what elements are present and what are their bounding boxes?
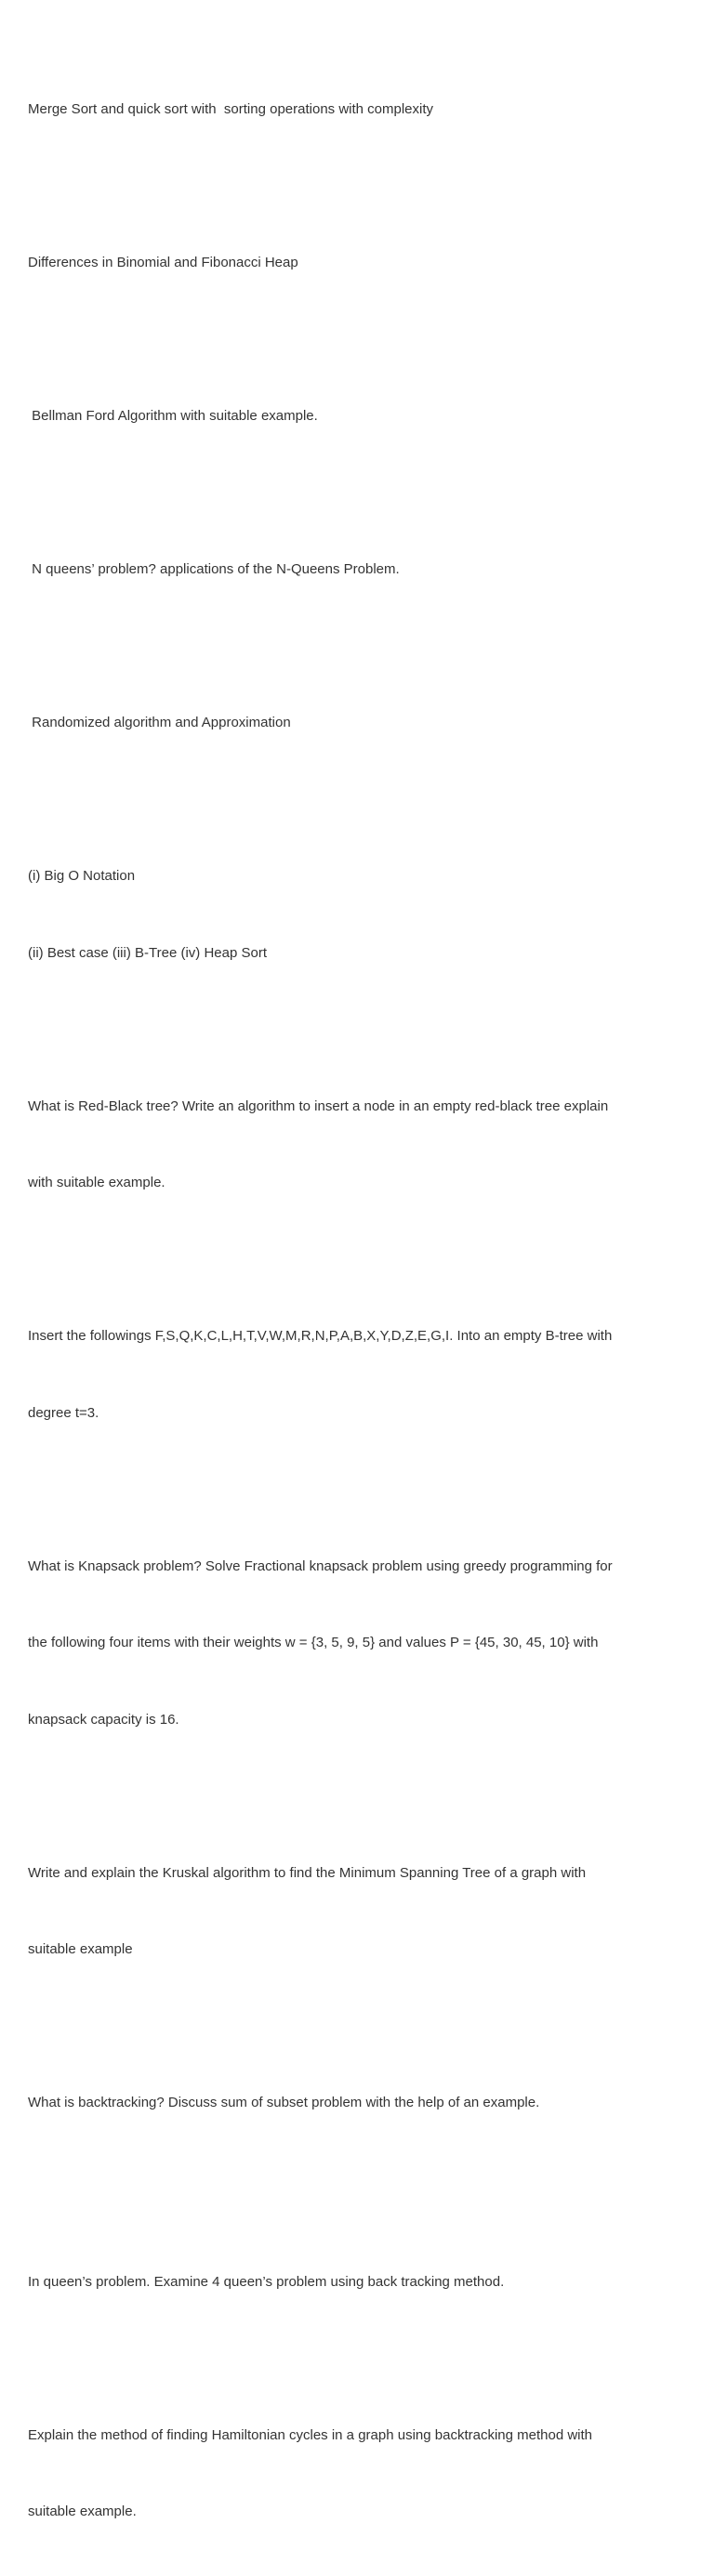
text-line: the following four items with their weights w = {3, 5, 9, 5} and values P = {45, 30, 45, 10} with — [28, 1635, 599, 1650]
text-line: Bellman Ford Algorithm with suitable example. — [28, 408, 318, 424]
text-line: with suitable example. — [28, 1175, 165, 1190]
question-knapsack — [28, 1503, 679, 1784]
question-bellman-ford — [28, 352, 679, 480]
question-b-tree-insert — [28, 1272, 679, 1477]
question-4-queens — [28, 2218, 679, 2346]
text-line: Write and explain the Kruskal algorithm to find the Minimum Spanning Tree of a graph with — [28, 1864, 587, 1881]
text-line: What is backtracking? Discuss sum of subset problem with the help of an example. — [28, 2095, 540, 2110]
text-line: What is Knapsack problem? Solve Fractional knapsack problem using greedy programming for — [28, 1557, 613, 1574]
question-hamiltonian-cycles — [28, 2372, 679, 2576]
text-line: (ii) Best case (iii) B-Tree (iv) Heap Sort — [28, 944, 267, 961]
document-body — [28, 46, 679, 2576]
text-line: What is Red-Black tree? Write an algorithm to insert a node in an empty red-black tree explain — [28, 1097, 609, 1114]
text-line: Differences in Binomial and Fibonacci Heap — [28, 255, 298, 270]
text-line: suitable example. — [28, 2504, 137, 2519]
text-line: suitable example — [28, 1941, 133, 1957]
question-merge-quick-sort — [28, 46, 679, 174]
question-binomial-fibonacci-heap — [28, 199, 679, 327]
question-randomized-algorithm — [28, 659, 679, 787]
question-backtracking-subset-sum — [28, 2039, 679, 2167]
question-short-notes — [28, 812, 679, 1017]
question-n-queens — [28, 506, 679, 634]
text-line: Merge Sort and quick sort with sorting operations with complexity — [28, 101, 434, 117]
text-line: Explain the method of finding Hamiltonian cycles in a graph using backtracking method with — [28, 2426, 593, 2443]
text-line: degree t=3. — [28, 1404, 99, 1421]
text-line: Insert the followings F,S,Q,K,C,L,H,T,V,W,M,R,N,P,A,B,X,Y,D,Z,E,G,I. Into an empty B-tree with — [28, 1328, 613, 1344]
question-kruskal — [28, 1809, 679, 2014]
question-red-black-tree — [28, 1043, 679, 1247]
text-line: In queen’s problem. Examine 4 queen’s problem using back tracking method. — [28, 2273, 505, 2290]
text-line: N queens’ problem? applications of the N-Queens Problem. — [28, 561, 400, 577]
text-line: (i) Big O Notation — [28, 868, 136, 884]
text-line: knapsack capacity is 16. — [28, 1711, 179, 1728]
text-line: Randomized algorithm and Approximation — [28, 715, 291, 730]
